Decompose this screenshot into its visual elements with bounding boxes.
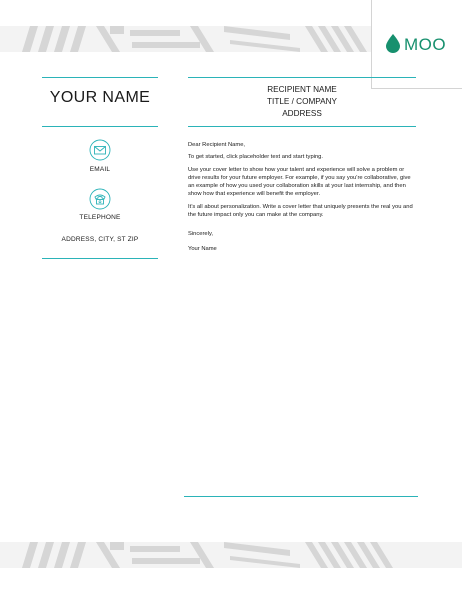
recipient-name: RECIPIENT NAME [267, 85, 337, 94]
divider-right-bottom [184, 496, 418, 497]
drop-icon [386, 34, 400, 53]
divider-left-bottom [42, 258, 158, 259]
recipient-address: ADDRESS [282, 109, 322, 118]
sender-address: ADDRESS, CITY, ST ZIP [61, 236, 139, 243]
paragraph-3: It’s all about personalization. Write a cover letter that uniquely presents the real you and the future impact only you can make at the company. [188, 203, 413, 219]
letter-body [188, 141, 418, 257]
paragraph-2: Use your cover letter to show how your talent and experience will solve a problem or drive results for your future employer. For example, if you say you’re collaborative, give an example of how you used your collaboration skills at your last internship, and then show how that experience will benefit the employer. [188, 166, 411, 198]
paragraph-1: To get started, click placeholder text and start typing. [188, 154, 324, 161]
telephone-label: TELEPHONE [79, 214, 121, 221]
logo-box [371, 0, 462, 89]
logo-text: MOO [404, 35, 447, 54]
decorative-pattern-bottom [0, 542, 462, 568]
signature: Your Name [188, 245, 217, 252]
divider-right-mid [188, 126, 416, 127]
divider-right-top [188, 77, 416, 78]
divider-left-mid [42, 126, 158, 127]
divider-left-top [42, 77, 158, 78]
closing: Sincerely, [188, 231, 214, 238]
sender-name: YOUR NAME [49, 89, 151, 106]
email-label: EMAIL [89, 166, 111, 173]
telephone-icon [89, 188, 111, 210]
email-icon [89, 139, 111, 161]
salutation: Dear Recipient Name, [188, 142, 246, 148]
recipient-title-company: TITLE / COMPANY [267, 97, 337, 106]
